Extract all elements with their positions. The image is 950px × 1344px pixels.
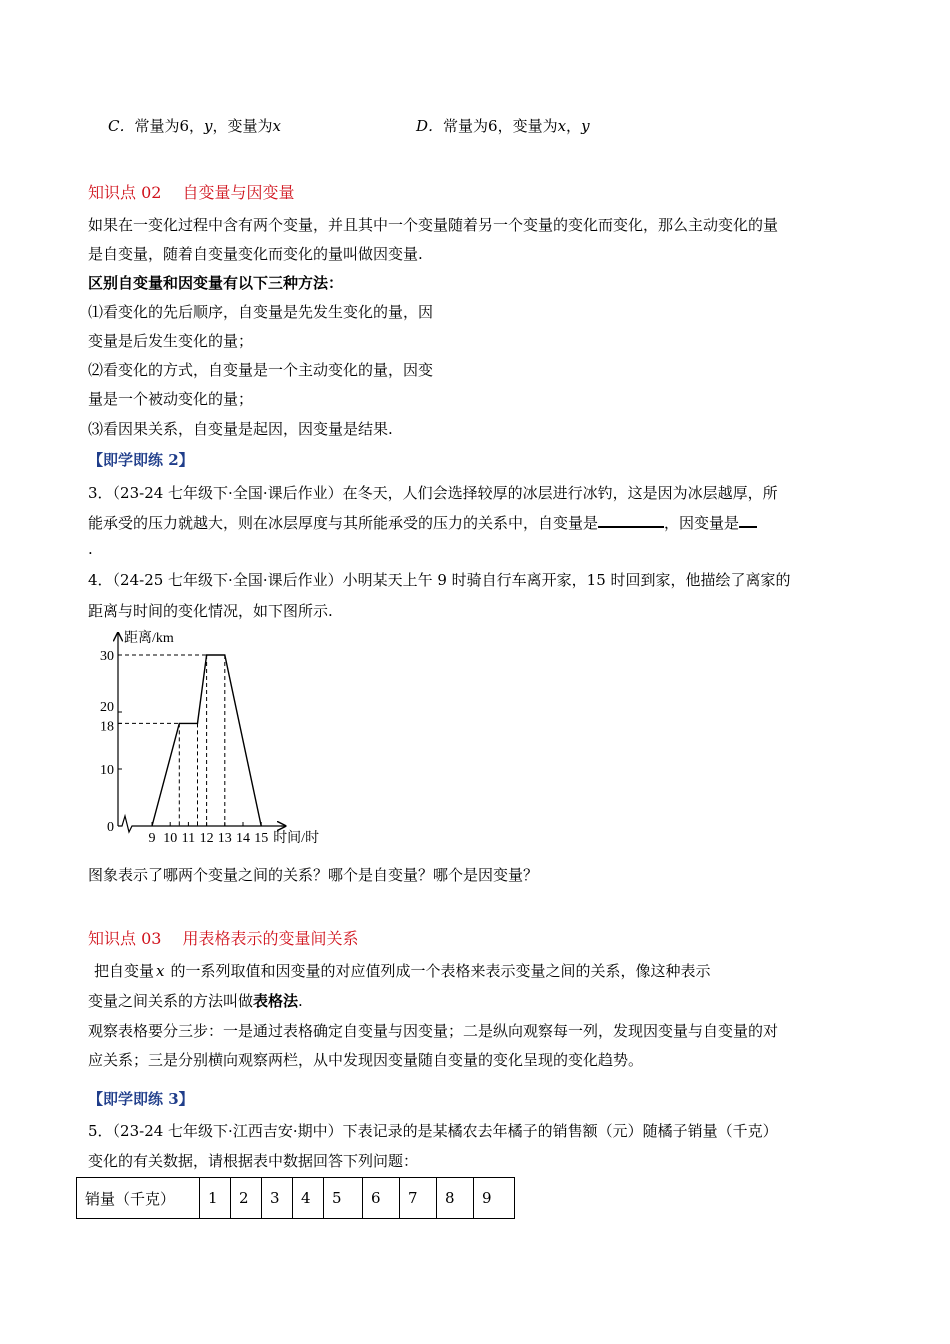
y-axis-label: 距离/km: [124, 631, 174, 646]
practice-3-label: 【即学即练 3】: [88, 1090, 194, 1108]
y-tick-label: 10: [100, 763, 114, 778]
method-3: ⑶看因果关系，自变量是起因，因变量是结果.: [88, 420, 393, 438]
distance-time-chart: [96, 625, 346, 847]
question-3-line2: 能承受的压力就越大，则在冰层厚度与其所能承受的压力的关系中，自变量是 ，因变量是: [88, 512, 757, 533]
sales-table: [76, 1177, 515, 1219]
section-03-para3-line2: 应关系；三是分别横向观察两栏，从中发现因变量随自变量的变化呈现的变化趋势。: [88, 1051, 644, 1069]
y-tick-label: 30: [100, 649, 114, 664]
section-03-para3-line1: 观察表格要分三步：一是通过表格确定自变量与因变量；二是纵向观察每一列，发现因变量与自变量的对: [88, 1022, 779, 1040]
answer-blank-dependent[interactable]: [739, 512, 757, 528]
table-cell: 9: [474, 1178, 515, 1219]
question-5-line1: 5．（23-24 七年级下·江西吉安·期中）下表记录的是某橘农去年橘子的销售额（元）随橘子销量（千克）: [88, 1122, 778, 1140]
table-cell: 4: [293, 1178, 324, 1219]
table-cell: 5: [324, 1178, 363, 1219]
methods-title: 区别自变量和因变量有以下三种方法：: [88, 274, 344, 292]
section-03-para2: 变量之间关系的方法叫做表格法.: [88, 992, 303, 1010]
x-tick-label: 12: [199, 831, 214, 846]
option-c: C．常量为6，y，变量为x: [108, 117, 281, 135]
section-02-para-line1: 如果在一变化过程中含有两个变量，并且其中一个变量随着另一个变量的变化而变化，那么主动变化的量: [88, 216, 779, 234]
question-4-line2: 距离与时间的变化情况，如下图所示.: [88, 602, 333, 620]
x-tick-label: 14: [236, 831, 250, 846]
x-axis-break: [118, 816, 283, 832]
x-tick-label: 11: [181, 831, 196, 846]
table-cell: 6: [363, 1178, 400, 1219]
table-header-cell: 销量（千克）: [77, 1178, 200, 1219]
section-03-para1: 把自变量 x 的一系列取值和因变量的对应值列成一个表格来表示变量之间的关系，像这种表示: [94, 962, 711, 980]
x-tick-label: 9: [148, 831, 156, 846]
table-cell: 2: [231, 1178, 262, 1219]
question-3-line3: .: [88, 540, 93, 558]
method-1-b: 变量是后发生变化的量；: [88, 332, 254, 350]
method-1-a: ⑴看变化的先后顺序，自变量是先发生变化的量，因: [88, 303, 434, 321]
practice-2-label: 【即学即练 2】: [88, 451, 194, 469]
x-tick-label: 10: [163, 831, 178, 846]
question-5-line2: 变化的有关数据，请根据表中数据回答下列问题：: [88, 1152, 419, 1170]
y-tick-label: 0: [107, 820, 114, 835]
table-cell: 1: [200, 1178, 231, 1219]
question-3-line1: 3．（23-24 七年级下·全国·课后作业）在冬天，人们会选择较厚的冰层进行冰钓，这是因为冰层越厚，所: [88, 484, 778, 502]
y-tick-label: 20: [100, 700, 114, 715]
method-2-a: ⑵看变化的方式，自变量是一个主动变化的量，因变: [88, 361, 434, 379]
x-tick-label: 13: [217, 831, 232, 846]
question-4-line1: 4．（24-25 七年级下·全国·课后作业）小明某天上午 9 时骑自行车离开家，15 时回到家，他描绘了离家的: [88, 571, 791, 589]
section-02-para-line2: 是自变量，随着自变量变化而变化的量叫做因变量.: [88, 245, 423, 263]
x-axis-label: 时间/时: [273, 831, 320, 846]
table-cell: 3: [262, 1178, 293, 1219]
x-tick-label: 15: [254, 831, 269, 846]
option-d: D．常量为6，变量为x，y: [416, 117, 590, 135]
section-03-title: 知识点 03 用表格表示的变量间关系: [88, 929, 359, 948]
answer-blank-independent[interactable]: [598, 512, 664, 528]
table-row: [77, 1178, 515, 1219]
question-4-prompt: 图象表示了哪两个变量之间的关系？哪个是自变量？哪个是因变量？: [88, 866, 539, 884]
y-tick-label: 18: [100, 719, 114, 735]
section-02-title: 知识点 02 自变量与因变量: [88, 183, 295, 202]
table-cell: 7: [400, 1178, 437, 1219]
method-2-b: 量是一个被动变化的量；: [88, 390, 254, 408]
table-cell: 8: [437, 1178, 474, 1219]
